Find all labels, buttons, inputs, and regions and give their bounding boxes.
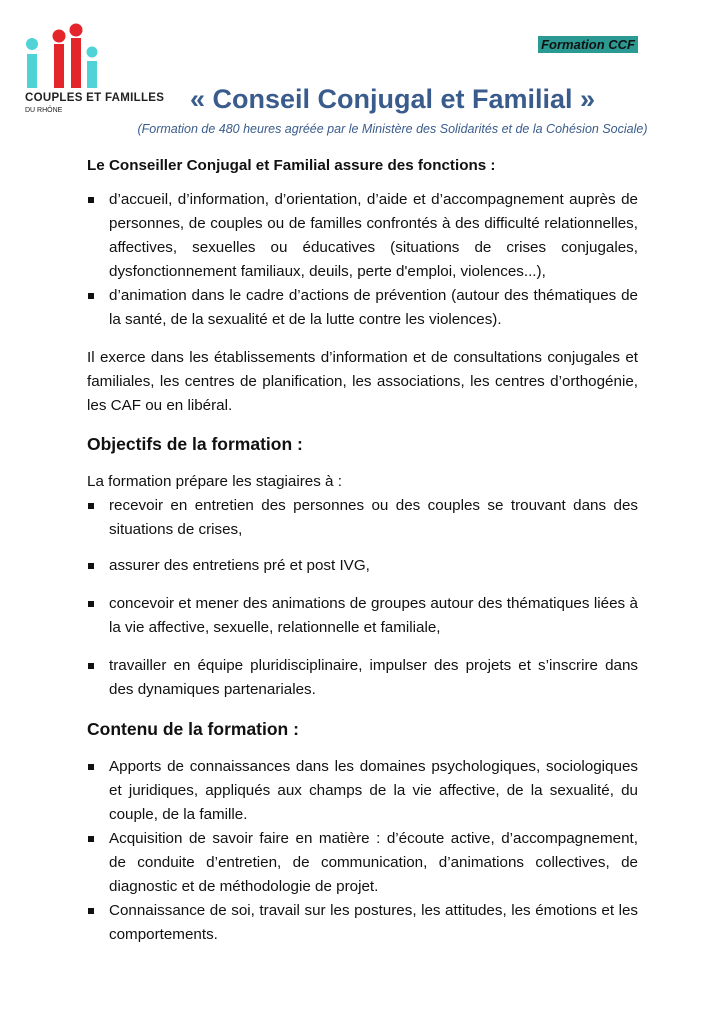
list-item: Acquisition de savoir faire en matière : d’écoute active, d’accompagnement, de conduite d’entretien, de communication, d’animations collectives, de diagnostic et de méthodologie de projet. (87, 827, 638, 899)
objectifs-list (87, 494, 638, 702)
page-subtitle: (Formation de 480 heures agréée par le Ministère des Solidarités et de la Cohésion Sociale) (137, 122, 648, 136)
objectifs-heading: Objectifs de la formation : (87, 434, 303, 454)
list-item: Connaissance de soi, travail sur les postures, les attitudes, les émotions et les comportements. (87, 899, 638, 947)
list-item: d’animation dans le cadre d’actions de prévention (autour des thématiques de la santé, de la sexualité et de la lutte contre les violences). (87, 284, 638, 332)
fonctions-list (87, 188, 638, 332)
list-item: assurer des entretiens pré et post IVG, (87, 554, 638, 578)
logo-subname: DU RHÔNE (25, 107, 63, 114)
intro-heading: Le Conseiller Conjugal et Familial assure des fonctions : (87, 157, 496, 174)
exerce-paragraph: Il exerce dans les établissements d’information et de consultations conjugales et familiales, les centres de planification, les associations, les centres d’orthogénie, les CAF ou en libéral. (87, 349, 638, 414)
list-item: concevoir et mener des animations de groupes autour des thématiques liées à la vie affective, sexuelle, relationnelle et familiale, (87, 592, 638, 640)
list-item: d’accueil, d’information, d’orientation, d’aide et d’accompagnement auprès de personnes, de couples ou de familles confrontés à des difficulté relationnelles, affectives, sexuelles ou éducatives (situations de crises conjugales, dysfonctionnement familiaux, deuils, perte d'emploi, violences...), (87, 188, 638, 284)
list-item: Apports de connaissances dans les domaines psychologiques, sociologiques et juridiques, appliqués aux champs de la vie affective, de la sexualité, du couple, de la famille. (87, 755, 638, 827)
contenu-list (87, 755, 638, 947)
list-item: recevoir en entretien des personnes ou des couples se trouvant dans des situations de crises, (87, 494, 638, 542)
family-logo-icon (25, 22, 105, 90)
formation-tag: Formation CCF (538, 36, 638, 53)
document-body (87, 154, 638, 947)
contenu-heading: Contenu de la formation : (87, 719, 299, 739)
list-item: travailler en équipe pluridisciplinaire, impulser des projets et s’inscrire dans des dynamiques partenariales. (87, 654, 638, 702)
objectifs-lead: La formation prépare les stagiaires à : (87, 473, 342, 490)
logo-name: COUPLES ET FAMILLES (25, 92, 165, 104)
page-title: « Conseil Conjugal et Familial » (189, 84, 596, 114)
